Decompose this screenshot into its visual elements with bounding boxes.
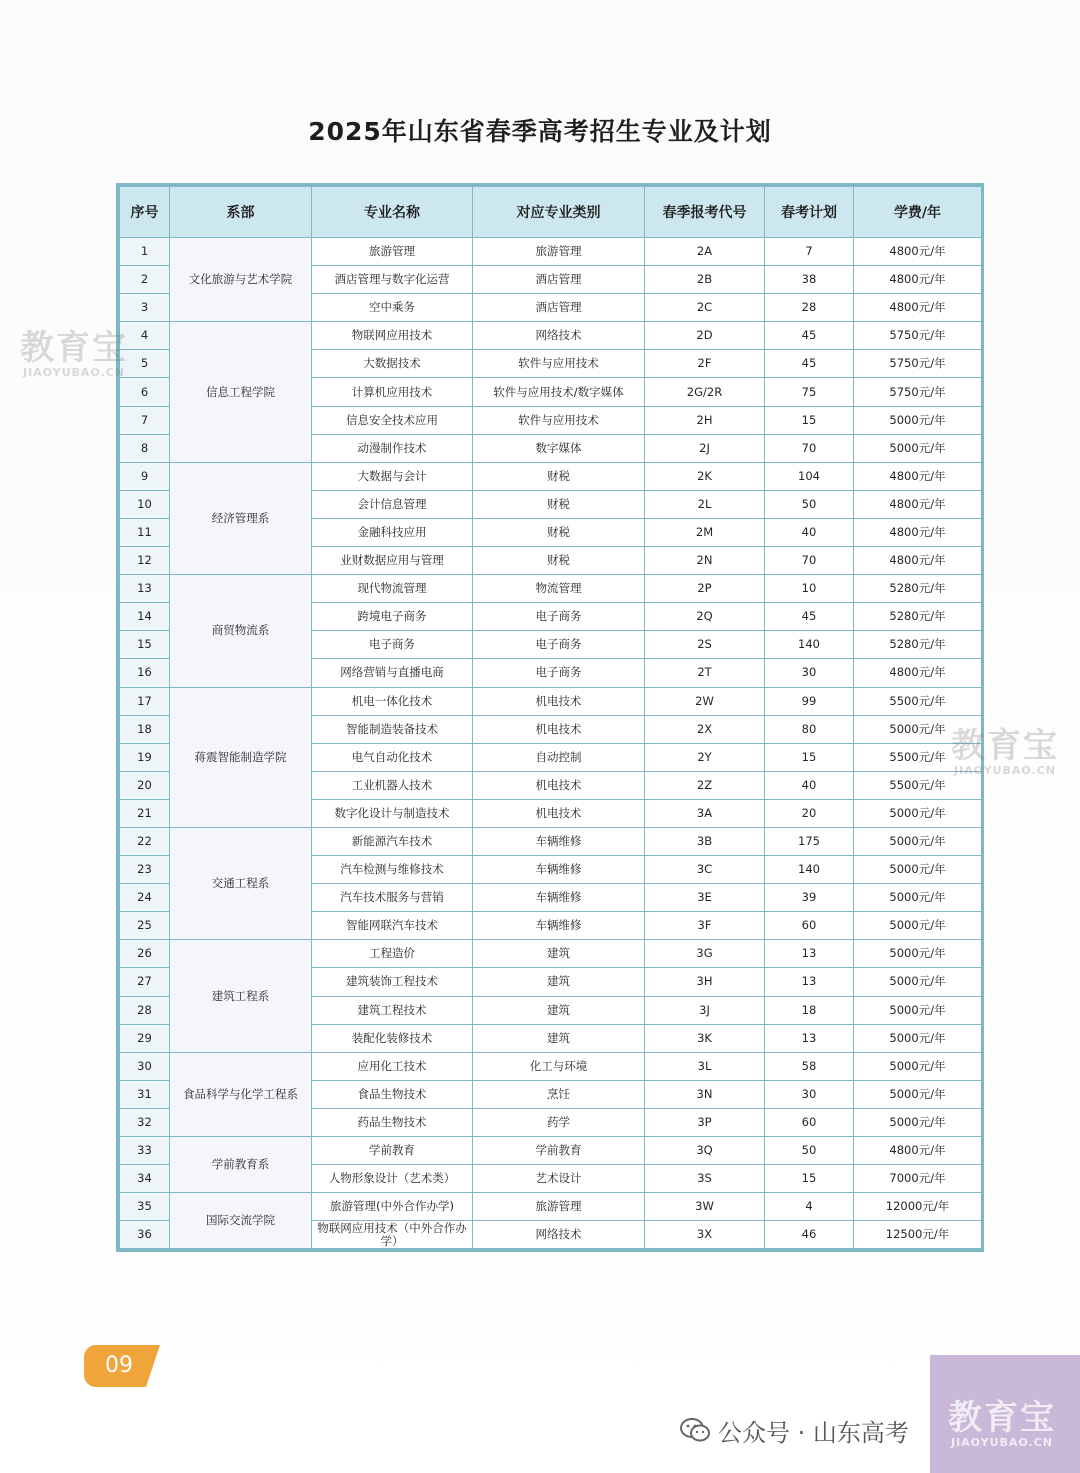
tuition: 4800元/年 — [854, 238, 982, 266]
major-name: 会计信息管理 — [312, 490, 473, 518]
corner-decoration — [930, 1355, 1080, 1473]
row-index: 23 — [120, 856, 170, 884]
row-index: 33 — [120, 1137, 170, 1165]
plan-count: 13 — [765, 940, 854, 968]
major-name: 新能源汽车技术 — [312, 827, 473, 855]
exam-code: 2W — [645, 687, 765, 715]
header-department: 系部 — [170, 187, 312, 238]
plan-count: 50 — [765, 490, 854, 518]
tuition: 5000元/年 — [854, 1080, 982, 1108]
department-name: 文化旅游与艺术学院 — [170, 238, 312, 322]
plan-count: 50 — [765, 1137, 854, 1165]
table-row — [120, 687, 982, 715]
row-index: 30 — [120, 1052, 170, 1080]
plan-count: 104 — [765, 462, 854, 490]
table-body — [120, 238, 982, 1249]
major-name: 酒店管理与数字化运营 — [312, 266, 473, 294]
tuition: 5750元/年 — [854, 322, 982, 350]
major-category: 化工与环境 — [473, 1052, 645, 1080]
plan-count: 99 — [765, 687, 854, 715]
row-index: 18 — [120, 715, 170, 743]
exam-code: 2F — [645, 350, 765, 378]
plan-count: 13 — [765, 1024, 854, 1052]
major-name: 旅游管理(中外合作办学) — [312, 1193, 473, 1221]
plan-count: 10 — [765, 575, 854, 603]
exam-code: 3Q — [645, 1137, 765, 1165]
tuition: 5000元/年 — [854, 406, 982, 434]
exam-code: 2C — [645, 294, 765, 322]
tuition: 5500元/年 — [854, 743, 982, 771]
plan-count: 45 — [765, 350, 854, 378]
row-index: 16 — [120, 659, 170, 687]
row-index: 29 — [120, 1024, 170, 1052]
row-index: 17 — [120, 687, 170, 715]
major-name: 信息安全技术应用 — [312, 406, 473, 434]
tuition: 4800元/年 — [854, 462, 982, 490]
row-index: 14 — [120, 603, 170, 631]
footer-text: 公众号 · 山东高考 — [718, 1419, 909, 1447]
page-title: 2025年山东省春季高考招生专业及计划 — [308, 117, 772, 146]
tuition: 5000元/年 — [854, 856, 982, 884]
major-category: 财税 — [473, 462, 645, 490]
plan-count: 15 — [765, 1165, 854, 1193]
plan-count: 13 — [765, 968, 854, 996]
tuition: 12500元/年 — [854, 1221, 982, 1249]
enrollment-table — [119, 186, 982, 1249]
tuition: 5000元/年 — [854, 912, 982, 940]
exam-code: 3H — [645, 968, 765, 996]
row-index: 25 — [120, 912, 170, 940]
department-name: 经济管理系 — [170, 462, 312, 574]
table-row — [120, 462, 982, 490]
department-name: 国际交流学院 — [170, 1193, 312, 1249]
header-index: 序号 — [120, 187, 170, 238]
header-major: 专业名称 — [312, 187, 473, 238]
exam-code: 2Y — [645, 743, 765, 771]
exam-code: 3S — [645, 1165, 765, 1193]
plan-count: 4 — [765, 1193, 854, 1221]
major-name: 大数据技术 — [312, 350, 473, 378]
plan-count: 140 — [765, 856, 854, 884]
exam-code: 2X — [645, 715, 765, 743]
tuition: 5000元/年 — [854, 799, 982, 827]
plan-count: 140 — [765, 631, 854, 659]
major-name: 现代物流管理 — [312, 575, 473, 603]
major-name: 跨境电子商务 — [312, 603, 473, 631]
major-name: 物联网应用技术 — [312, 322, 473, 350]
major-category: 建筑 — [473, 1024, 645, 1052]
major-category: 建筑 — [473, 940, 645, 968]
exam-code: 2P — [645, 575, 765, 603]
major-name: 食品生物技术 — [312, 1080, 473, 1108]
major-name: 电子商务 — [312, 631, 473, 659]
table-row — [120, 827, 982, 855]
tuition: 5000元/年 — [854, 996, 982, 1024]
tuition: 5280元/年 — [854, 603, 982, 631]
plan-count: 38 — [765, 266, 854, 294]
major-category: 软件与应用技术 — [473, 406, 645, 434]
tuition: 5000元/年 — [854, 940, 982, 968]
major-category: 自动控制 — [473, 743, 645, 771]
major-category: 建筑 — [473, 968, 645, 996]
row-index: 26 — [120, 940, 170, 968]
plan-count: 15 — [765, 743, 854, 771]
major-name: 应用化工技术 — [312, 1052, 473, 1080]
tuition: 5280元/年 — [854, 631, 982, 659]
department-name: 建筑工程系 — [170, 940, 312, 1052]
table-row — [120, 322, 982, 350]
tuition: 5500元/年 — [854, 771, 982, 799]
major-category: 机电技术 — [473, 771, 645, 799]
row-index: 13 — [120, 575, 170, 603]
major-name: 电气自动化技术 — [312, 743, 473, 771]
plan-count: 70 — [765, 547, 854, 575]
wechat-icon — [680, 1417, 710, 1452]
watermark-logo-text: 教育宝 — [20, 328, 128, 368]
plan-count: 46 — [765, 1221, 854, 1249]
department-name: 交通工程系 — [170, 827, 312, 939]
major-name: 智能网联汽车技术 — [312, 912, 473, 940]
exam-code: 2Q — [645, 603, 765, 631]
row-index: 32 — [120, 1108, 170, 1136]
exam-code: 3A — [645, 799, 765, 827]
row-index: 27 — [120, 968, 170, 996]
tuition: 4800元/年 — [854, 547, 982, 575]
major-name: 汽车技术服务与营销 — [312, 884, 473, 912]
plan-count: 30 — [765, 1080, 854, 1108]
exam-code: 2B — [645, 266, 765, 294]
major-category: 软件与应用技术/数字媒体 — [473, 378, 645, 406]
exam-code: 2D — [645, 322, 765, 350]
page-number: 09 — [105, 1353, 133, 1378]
exam-code: 2L — [645, 490, 765, 518]
row-index: 28 — [120, 996, 170, 1024]
exam-code: 2J — [645, 434, 765, 462]
plan-count: 28 — [765, 294, 854, 322]
major-category: 网络技术 — [473, 1221, 645, 1249]
major-category: 网络技术 — [473, 322, 645, 350]
plan-count: 7 — [765, 238, 854, 266]
header-exam-code: 春季报考代号 — [645, 187, 765, 238]
exam-code: 3C — [645, 856, 765, 884]
department-name: 信息工程学院 — [170, 322, 312, 462]
row-index: 2 — [120, 266, 170, 294]
major-category: 财税 — [473, 490, 645, 518]
major-name: 计算机应用技术 — [312, 378, 473, 406]
table-row — [120, 1193, 982, 1221]
plan-count: 45 — [765, 322, 854, 350]
tuition: 4800元/年 — [854, 490, 982, 518]
plan-count: 15 — [765, 406, 854, 434]
major-name: 物联网应用技术（中外合作办学） — [312, 1221, 473, 1249]
plan-count: 80 — [765, 715, 854, 743]
row-index: 7 — [120, 406, 170, 434]
major-category: 药学 — [473, 1108, 645, 1136]
major-category: 建筑 — [473, 996, 645, 1024]
major-category: 酒店管理 — [473, 294, 645, 322]
major-category: 财税 — [473, 518, 645, 546]
row-index: 1 — [120, 238, 170, 266]
row-index: 8 — [120, 434, 170, 462]
tuition: 4800元/年 — [854, 294, 982, 322]
major-category: 车辆维修 — [473, 884, 645, 912]
exam-code: 3E — [645, 884, 765, 912]
major-name: 金融科技应用 — [312, 518, 473, 546]
table-row — [120, 1137, 982, 1165]
row-index: 36 — [120, 1221, 170, 1249]
major-category: 电子商务 — [473, 603, 645, 631]
department-name: 蒋震智能制造学院 — [170, 687, 312, 827]
major-category: 学前教育 — [473, 1137, 645, 1165]
major-category: 酒店管理 — [473, 266, 645, 294]
tuition: 4800元/年 — [854, 1137, 982, 1165]
watermark-domain: JIAOYUBAO.CN — [953, 764, 1057, 777]
department-name: 学前教育系 — [170, 1137, 312, 1193]
major-category: 艺术设计 — [473, 1165, 645, 1193]
row-index: 9 — [120, 462, 170, 490]
major-name: 智能制造装备技术 — [312, 715, 473, 743]
tuition: 4800元/年 — [854, 266, 982, 294]
exam-code: 2T — [645, 659, 765, 687]
major-name: 人物形象设计（艺术类） — [312, 1165, 473, 1193]
header-category: 对应专业类别 — [473, 187, 645, 238]
exam-code: 2M — [645, 518, 765, 546]
table-row — [120, 1052, 982, 1080]
exam-code: 2A — [645, 238, 765, 266]
major-category: 车辆维修 — [473, 827, 645, 855]
major-name: 汽车检测与维修技术 — [312, 856, 473, 884]
exam-code: 2G/2R — [645, 378, 765, 406]
tuition: 5280元/年 — [854, 575, 982, 603]
enrollment-table-frame — [116, 183, 984, 1252]
tuition: 5000元/年 — [854, 1108, 982, 1136]
row-index: 31 — [120, 1080, 170, 1108]
tuition: 5750元/年 — [854, 378, 982, 406]
tuition: 5750元/年 — [854, 350, 982, 378]
row-index: 5 — [120, 350, 170, 378]
watermark-logo-text: 教育宝 — [948, 1398, 1056, 1438]
row-index: 15 — [120, 631, 170, 659]
plan-count: 60 — [765, 912, 854, 940]
plan-count: 45 — [765, 603, 854, 631]
major-name: 药品生物技术 — [312, 1108, 473, 1136]
plan-count: 60 — [765, 1108, 854, 1136]
major-name: 学前教育 — [312, 1137, 473, 1165]
row-index: 21 — [120, 799, 170, 827]
major-category: 车辆维修 — [473, 856, 645, 884]
major-category: 财税 — [473, 547, 645, 575]
exam-code: 3L — [645, 1052, 765, 1080]
major-name: 大数据与会计 — [312, 462, 473, 490]
header-plan: 春考计划 — [765, 187, 854, 238]
exam-code: 3P — [645, 1108, 765, 1136]
major-name: 工程造价 — [312, 940, 473, 968]
exam-code: 2N — [645, 547, 765, 575]
exam-code: 3W — [645, 1193, 765, 1221]
exam-code: 3X — [645, 1221, 765, 1249]
row-index: 3 — [120, 294, 170, 322]
tuition: 5000元/年 — [854, 968, 982, 996]
plan-count: 175 — [765, 827, 854, 855]
tuition: 5000元/年 — [854, 1052, 982, 1080]
major-category: 旅游管理 — [473, 238, 645, 266]
tuition: 5000元/年 — [854, 827, 982, 855]
tuition: 5000元/年 — [854, 1024, 982, 1052]
tuition: 5000元/年 — [854, 434, 982, 462]
tuition: 5000元/年 — [854, 715, 982, 743]
plan-count: 18 — [765, 996, 854, 1024]
footer-credit — [680, 1416, 909, 1450]
major-category: 物流管理 — [473, 575, 645, 603]
major-category: 旅游管理 — [473, 1193, 645, 1221]
row-index: 22 — [120, 827, 170, 855]
tuition: 4800元/年 — [854, 518, 982, 546]
exam-code: 3K — [645, 1024, 765, 1052]
plan-count: 70 — [765, 434, 854, 462]
major-name: 建筑装饰工程技术 — [312, 968, 473, 996]
header-tuition: 学费/年 — [854, 187, 982, 238]
tuition: 4800元/年 — [854, 659, 982, 687]
major-category: 电子商务 — [473, 631, 645, 659]
major-name: 旅游管理 — [312, 238, 473, 266]
row-index: 10 — [120, 490, 170, 518]
major-category: 数字媒体 — [473, 434, 645, 462]
plan-count: 75 — [765, 378, 854, 406]
watermark-domain: JIAOYUBAO.CN — [950, 1436, 1054, 1449]
table-row — [120, 940, 982, 968]
plan-count: 20 — [765, 799, 854, 827]
major-name: 装配化装修技术 — [312, 1024, 473, 1052]
tuition: 5500元/年 — [854, 687, 982, 715]
table-row — [120, 575, 982, 603]
major-category: 软件与应用技术 — [473, 350, 645, 378]
row-index: 4 — [120, 322, 170, 350]
major-name: 网络营销与直播电商 — [312, 659, 473, 687]
major-category: 机电技术 — [473, 715, 645, 743]
table-row — [120, 238, 982, 266]
major-name: 建筑工程技术 — [312, 996, 473, 1024]
row-index: 24 — [120, 884, 170, 912]
row-index: 20 — [120, 771, 170, 799]
plan-count: 30 — [765, 659, 854, 687]
department-name: 商贸物流系 — [170, 575, 312, 687]
major-category: 电子商务 — [473, 659, 645, 687]
tuition: 12000元/年 — [854, 1193, 982, 1221]
exam-code: 3N — [645, 1080, 765, 1108]
table-header-row — [120, 187, 982, 238]
exam-code: 3B — [645, 827, 765, 855]
plan-count: 40 — [765, 518, 854, 546]
major-category: 机电技术 — [473, 687, 645, 715]
row-index: 34 — [120, 1165, 170, 1193]
plan-count: 40 — [765, 771, 854, 799]
row-index: 19 — [120, 743, 170, 771]
exam-code: 2H — [645, 406, 765, 434]
exam-code: 3J — [645, 996, 765, 1024]
major-name: 空中乘务 — [312, 294, 473, 322]
department-name: 食品科学与化学工程系 — [170, 1052, 312, 1136]
major-category: 烹饪 — [473, 1080, 645, 1108]
exam-code: 3G — [645, 940, 765, 968]
plan-count: 39 — [765, 884, 854, 912]
major-name: 工业机器人技术 — [312, 771, 473, 799]
watermark-domain: JIAOYUBAO.CN — [22, 366, 126, 379]
exam-code: 2Z — [645, 771, 765, 799]
exam-code: 3F — [645, 912, 765, 940]
watermark-logo-text: 教育宝 — [951, 726, 1059, 766]
major-name: 动漫制作技术 — [312, 434, 473, 462]
row-index: 12 — [120, 547, 170, 575]
major-name: 机电一体化技术 — [312, 687, 473, 715]
tuition: 7000元/年 — [854, 1165, 982, 1193]
exam-code: 2S — [645, 631, 765, 659]
row-index: 6 — [120, 378, 170, 406]
major-name: 业财数据应用与管理 — [312, 547, 473, 575]
major-category: 机电技术 — [473, 799, 645, 827]
row-index: 11 — [120, 518, 170, 546]
major-category: 车辆维修 — [473, 912, 645, 940]
exam-code: 2K — [645, 462, 765, 490]
major-name: 数字化设计与制造技术 — [312, 799, 473, 827]
plan-count: 58 — [765, 1052, 854, 1080]
tuition: 5000元/年 — [854, 884, 982, 912]
row-index: 35 — [120, 1193, 170, 1221]
